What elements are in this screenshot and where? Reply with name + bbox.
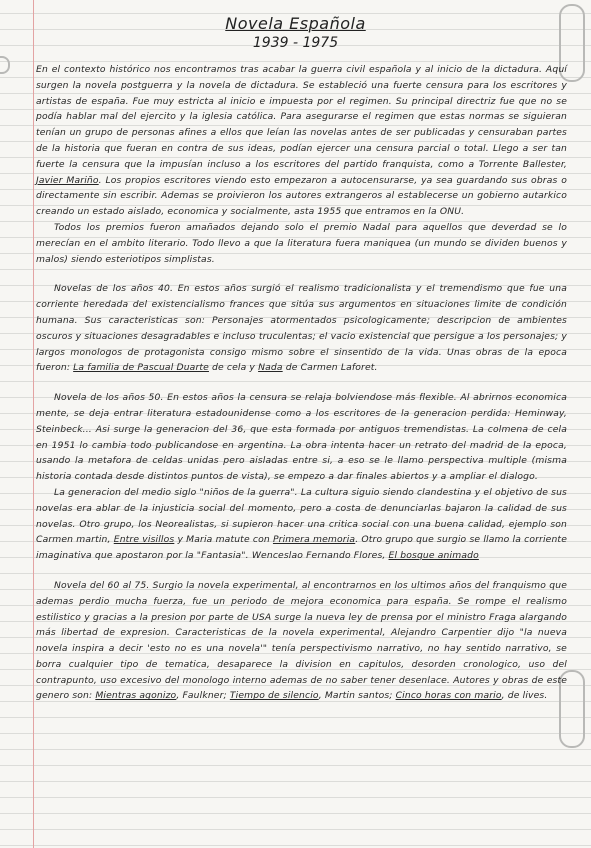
header <box>0 14 591 51</box>
paragraph-text: , de lives. <box>501 690 548 702</box>
underlined-work-title: Mientras agonizo <box>95 690 177 702</box>
paragraph <box>36 578 567 704</box>
underlined-work-title: Entre visillos <box>113 534 175 546</box>
paragraph-text: Novela del 60 al 75. Surgio la novela experimental, al encontrarnos en los ultimos años del franquismo que ademas perdio mucha fuerza, fue un periodo de mejora economica para españa. Se rompe el realismo estilistico y gracias a la presion por parte de USA surge la nueva ley de prensa por el ministro Fraga alargando más libertad de expresion. Caracteristicas de la novela experimental, Alejandro Carpentier dijo "la nueva novela inspira a decir 'esto no es una novela'" tenía perspectivismo narrativo, no hay sentido narrativo, se borra cualquier tipo de tematica, desaparece la division en capitulos, desorden cronologico, uso del contrapunto, uso excesivo del monologo interno ademas de no saber tener desenlace. Autores y obras de este genero son: <box>36 579 567 702</box>
paragraph-text: . Otro grupo que surgio se llamo la corriente imaginativa que apostaron por la "Fantasia". Wenceslao Fernando Flores, <box>36 534 567 562</box>
paragraph-text: , Martin santos; <box>318 690 396 702</box>
paragraph-text: y Maria matute con <box>174 534 273 546</box>
underlined-work-title: Cinco horas con mario <box>395 690 502 702</box>
underlined-work-title: La familia de Pascual Duarte <box>73 362 209 374</box>
paragraph-text: En el contexto histórico nos encontramos tras acabar la guerra civil española y al inicio de la dictadura. Aquí surgen la novela postguerra y la novela de dictadura. Se estableció una fuerte censura para los escritores y artistas de españa. Fue muy estricta al inicio e impuesta por el regimen. Su principal directriz fue que no se podía hablar mal del ejercito y la iglesia católica. Para asegurarse el regimen que estas normas se siguieran tenían un grupo de personas afines a ellos que leían las novelas antes de ser publicadas y censuraban partes de la historia que fueran en contra de sus ideas, podían ejercer una censura parcial o total. Llego a ser tan fuerte la censura que la impusían incluso a los escritores del partido franquista, como a Torrente Ballester, <box>36 64 567 170</box>
paragraph <box>36 485 567 564</box>
underlined-work-title: Tiempo de silencio <box>229 690 319 702</box>
underlined-name: Javier Mariño <box>36 174 99 186</box>
notes-body <box>36 62 567 704</box>
paragraph-text: La generacion del medio siglo "niños de la guerra". La cultura siguio siendo clandestina y el objetivo de sus novelas era ablar de la injusticia social del momento, pero a costa de denunciarlas bajaron la calidad de sus novelas. Otro grupo, los Neorealistas, si supieron hacer una critica social con una buena calidad, ejemplo son Carmen martin, <box>36 486 567 546</box>
paragraph <box>36 281 567 376</box>
page-subtitle: 1939 - 1975 <box>252 35 339 51</box>
underlined-work-title: Nada <box>258 362 283 374</box>
underlined-work-title: Primera memoria <box>272 534 356 546</box>
paragraph-text: Novela de los años 50. En estos años la censura se relaja bolviendose más flexible. Al abrirnos economica mente, se deja entrar literatura estadounidense como a los escritores de la generacion perdida: Heminway, Steinbeck... Asi surge la generacion del 36, que esta formada por antiguos tremendistas. La colmena de cela en 1951 lo cambia todo publicandose en argentina. La obra intenta hacer un retrato del madrid de la epoca, usando la metafora de celdas unidas pero aisladas entre si, a eso se le llamo perspectiva multiple (misma historia contada desde distintos puntos de vista), se empezo a dar finales abiertos y a ampliar el dialogo. <box>36 392 567 483</box>
paragraph-text: de cela y <box>208 362 259 374</box>
paragraph-text: Novelas de los años 40. En estos años surgió el realismo tradicionalista y el tremendismo que fue una corriente heredada del existencialismo frances que sitúa sus argumentos en situaciones limite de condición humana. Sus caracteristicas son: Personajes atormentados psicologicamente; descripcion de ambientes oscuros y situaciones desagradables e incluso truculentas; el vacio existencial que persigue a los personajes; y largos monologos de protagonista consigo mismo sobre el sinsentido de la vida. Unas obras de la epoca fueron: <box>36 283 567 374</box>
paragraph <box>36 62 567 220</box>
paragraph-text: de Carmen Laforet. <box>282 362 378 374</box>
binder-ring-icon <box>0 56 10 74</box>
paragraph <box>36 390 567 485</box>
page-title: Novela Española <box>225 14 366 33</box>
underlined-work-title: El bosque animado <box>388 550 479 562</box>
paragraph-text: Todos los premios fueron amañados dejando solo el premio Nadal para aquellos que deverdad se lo merecían en el ambito literario. Todo llevo a que la literatura fuera maniquea (un mundo se dividen buenos y malos) siendo esteriotipos simplistas. <box>36 221 567 265</box>
paragraph-text: . Los propios escritores viendo esto empezaron a autocensurarse, ya sea guardando sus obras o directamente sin escribir. Ademas se proivieron los autores extrangeros al establecerse un gobierno autarkico creando un estado aislado, economica y socialmente, asta 1955 que entramos en la ONU. <box>36 174 567 218</box>
paragraph-text: , Faulkner; <box>176 690 230 702</box>
paragraph <box>36 220 567 267</box>
